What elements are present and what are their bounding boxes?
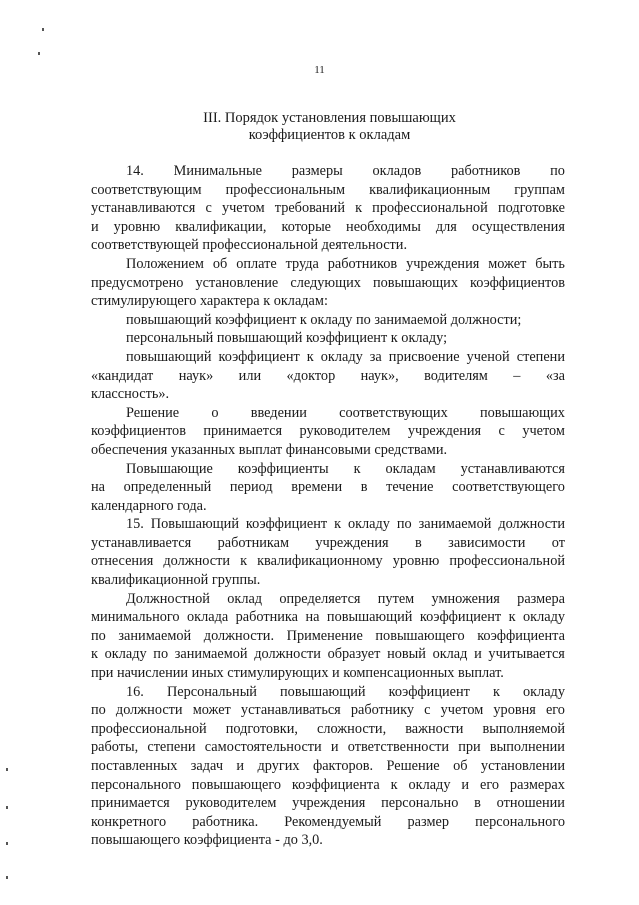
text-line: поставленных задач и других факторов. Решение об установлении [91, 758, 565, 774]
document-body [91, 162, 565, 850]
text-line: работы, степени самостоятельности и ответственности при выполнении [91, 739, 565, 756]
text-line: коэффициентов принимается руководителем учреждения с учетом [91, 423, 565, 440]
section-heading-line-1: III. Порядок установления повышающих [203, 110, 456, 126]
text-line: повышающего коэффициента - до 3,0. [91, 832, 323, 849]
text-line: конкретного работника. Рекомендуемый размер персонального [91, 813, 565, 830]
text-line: по занимаемой должности. Применение повышающего коэффициента [91, 627, 565, 644]
text-line: к окладу по занимаемой должности образует новый оклад и учитывается [91, 646, 565, 663]
text-line: устанавливаются с учетом требований к профессиональной подготовке [91, 200, 565, 217]
text-line: на определенный период времени в течение соответствующего [91, 479, 565, 496]
text-line: соответствующей профессиональной деятельности. [91, 237, 408, 254]
text-line: квалификационной группы. [91, 572, 261, 589]
page-number: 11 [314, 64, 325, 76]
text-line: при начислении иных стимулирующих и компенсационных выплат. [91, 665, 504, 682]
text-line: Решение о введении соответствующих повышающих [126, 404, 565, 421]
section-heading [0, 110, 639, 144]
text-line: 16. Персональный повышающий коэффициент к окладу [126, 683, 565, 700]
scan-mark [38, 52, 40, 55]
scan-mark [42, 28, 44, 31]
text-line: 14. Минимальные размеры окладов работников по [126, 163, 565, 179]
scan-mark [6, 842, 8, 845]
text-line: повышающий коэффициент к окладу по занимаемой должности; [126, 311, 522, 328]
text-line: 15. Повышающий коэффициент к окладу по занимаемой должности [126, 516, 565, 533]
text-line: Положением об оплате труда работников учреждения может быть [126, 255, 565, 272]
text-line: отнесения должности к квалификационному уровню профессиональной [91, 553, 565, 570]
text-line: обеспечения указанных выплат финансовыми средствами. [91, 441, 448, 458]
scan-mark [6, 876, 8, 879]
text-line: Должностной оклад определяется путем умножения размера [126, 590, 565, 607]
text-line: и уровню квалификации, которые необходимы для осуществления [91, 218, 565, 235]
text-line: профессиональной подготовки, сложности, важности выполняемой [91, 720, 565, 737]
text-line: стимулирующего характера к окладам: [91, 293, 328, 310]
text-line: повышающий коэффициент к окладу за присвоение ученой степени [126, 348, 565, 365]
text-line: персональный повышающий коэффициент к окладу; [126, 330, 448, 347]
text-line: минимального оклада работника на повышающий коэффициент к окладу [91, 609, 565, 626]
text-line: предусмотрено установление следующих повышающих коэффициентов [91, 274, 565, 291]
scan-mark [6, 768, 8, 771]
scan-mark [6, 806, 8, 809]
text-line: соответствующим профессиональным квалификационным группам [91, 181, 565, 198]
text-line: «кандидат наук» или «доктор наук», водителям – «за [91, 367, 565, 384]
text-line: принимается руководителем учреждения персонально в отношении [91, 795, 565, 812]
text-line: устанавливается работникам учреждения в зависимости от [91, 534, 565, 551]
text-line: персонального повышающего коэффициента к окладу и его размерах [91, 776, 565, 793]
text-line: календарного года. [91, 497, 207, 514]
text-line: классность». [91, 386, 170, 403]
text-line: Повышающие коэффициенты к окладам устанавливаются [126, 460, 565, 477]
section-heading-line-2: коэффициентов к окладам [248, 127, 411, 143]
text-line: по должности может устанавливаться работнику с учетом уровня его [91, 702, 565, 719]
